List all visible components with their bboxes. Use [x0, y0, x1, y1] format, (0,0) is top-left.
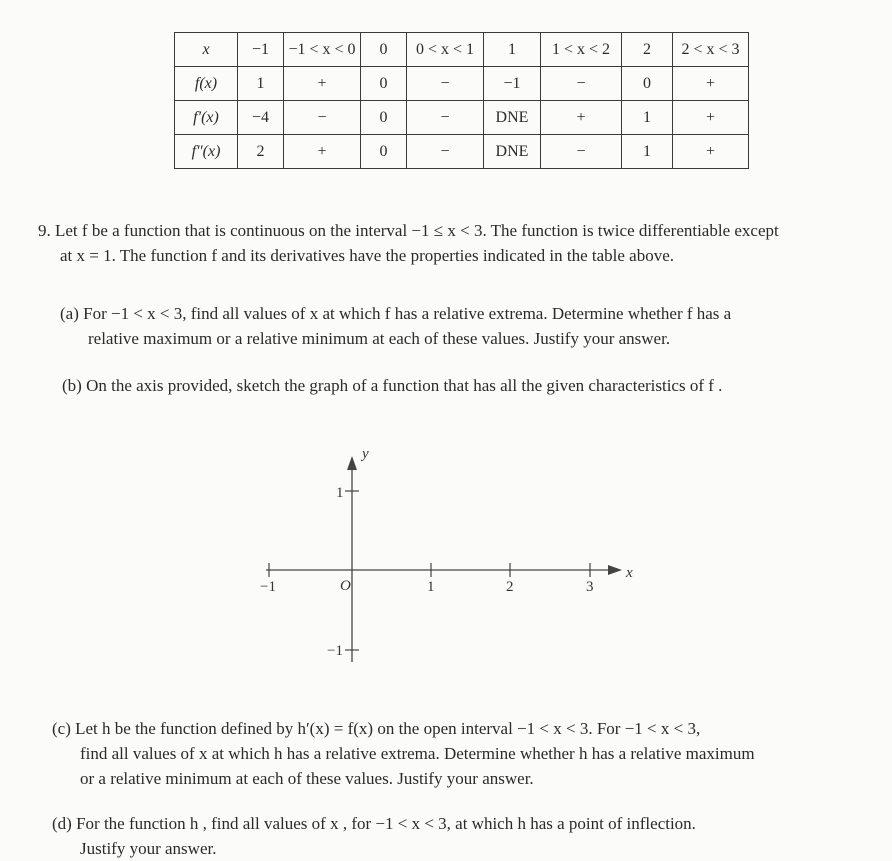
table-cell: −1 — [484, 67, 541, 101]
table-header-cell: −1 — [238, 33, 284, 67]
table-cell: 0 — [361, 135, 407, 169]
table-cell: −4 — [238, 101, 284, 135]
table-header-cell: 2 < x < 3 — [673, 33, 749, 67]
origin-label: O — [340, 578, 351, 594]
table-cell: − — [541, 67, 622, 101]
table-header-cell: x — [175, 33, 238, 67]
table-cell: DNE — [484, 101, 541, 135]
part-a: (a) For −1 < x < 3, find all values of x at which f has a relative extrema. Determine whether f has a relative maximum or a relative minimum at each of these values. Justify your answer. — [60, 304, 732, 348]
table-cell: − — [541, 135, 622, 169]
table-header-cell: 1 < x < 2 — [541, 33, 622, 67]
table-header-cell: 1 — [484, 33, 541, 67]
table-header-cell: 0 < x < 1 — [407, 33, 484, 67]
table-cell: + — [284, 135, 361, 169]
part-b: (b) On the axis provided, sketch the graph of a function that has all the given characteristics of f . — [62, 376, 723, 395]
table-cell: 0 — [361, 67, 407, 101]
table-cell: 1 — [622, 135, 673, 169]
part-d: (d) For the function h , find all values of x , for −1 < x < 3, at which h has a point of inflection. Justify your answer. — [52, 814, 696, 858]
table-cell: 2 — [238, 135, 284, 169]
table-header-cell: −1 < x < 0 — [284, 33, 361, 67]
table-cell: + — [673, 67, 749, 101]
table-cell: + — [541, 101, 622, 135]
y-tick-label: −1 — [327, 643, 343, 659]
table-cell: 1 — [238, 67, 284, 101]
part-c: (c) Let h be the function defined by h′(x) = f(x) on the open interval −1 < x < 3. For −1 < x < 3, find all values of x at which h has a relative extrema. Determine whether h has a relative maximum or a relative minimum at each of these values. Justify your answer. — [52, 719, 755, 788]
table-cell: − — [284, 101, 361, 135]
table-cell: 1 — [622, 101, 673, 135]
y-axis-label: y — [362, 446, 369, 462]
x-tick-label: 1 — [427, 579, 435, 595]
problem-statement: 9. Let f be a function that is continuous on the interval −1 ≤ x < 3. The function is twice differentiable except at x = 1. The function f and its derivatives have the properties indicated in the table above. — [38, 221, 779, 265]
table-header-cell: 2 — [622, 33, 673, 67]
row-label: f′(x) — [175, 101, 238, 135]
x-tick-label: −1 — [260, 579, 276, 595]
table-header-cell: 0 — [361, 33, 407, 67]
table-cell: − — [407, 135, 484, 169]
table-cell: DNE — [484, 135, 541, 169]
row-label: f″(x) — [175, 135, 238, 169]
x-axis-arrow-icon — [608, 565, 622, 575]
table-cell: + — [673, 135, 749, 169]
row-label: f(x) — [175, 67, 238, 101]
x-tick-label: 2 — [506, 579, 514, 595]
x-tick-label: 3 — [586, 579, 594, 595]
y-axis-arrow-icon — [347, 456, 357, 470]
table-cell: 0 — [622, 67, 673, 101]
table-cell: 0 — [361, 101, 407, 135]
table-cell: + — [284, 67, 361, 101]
y-tick-label: 1 — [336, 485, 344, 501]
x-axis-label: x — [626, 565, 633, 581]
table-cell: + — [673, 101, 749, 135]
table-cell: − — [407, 67, 484, 101]
table-cell: − — [407, 101, 484, 135]
